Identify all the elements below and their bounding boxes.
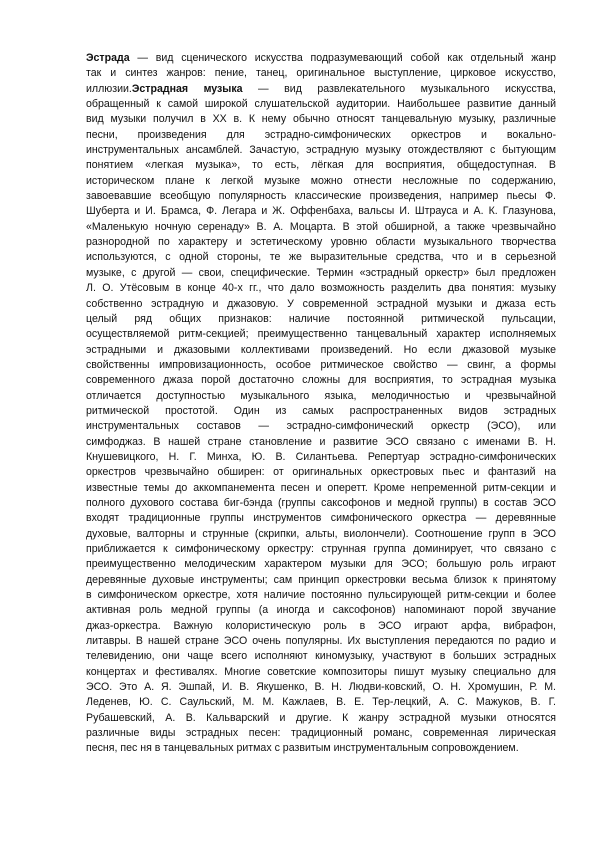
text-run: инструментальных составов — эстрадно-симфонический оркестр (ЭСО), или bbox=[86, 420, 556, 433]
paragraph-line bbox=[86, 358, 556, 373]
text-run: — вид развлекательного музыкального искусства, bbox=[242, 82, 556, 95]
text-run: джаз-оркестра. Важную колористическую роль в ЭСО играют арфа, вибрафон, bbox=[86, 619, 556, 632]
text-run: активная роль медной группы (а иногда и саксофонов) напоминают порой звучание bbox=[86, 604, 556, 617]
paragraph-line bbox=[86, 695, 556, 710]
paragraph-line bbox=[86, 573, 556, 588]
text-run: в симфоническом оркестре, хотя наличие постоянно пульсирующей ритм-секции и более bbox=[86, 589, 556, 602]
text-run: целый ряд общих признаков: наличие постоянной ритмической пульсации, bbox=[86, 312, 556, 325]
paragraph-line bbox=[86, 527, 556, 542]
paragraph-line bbox=[86, 204, 556, 219]
paragraph-line bbox=[86, 327, 556, 342]
text-run: Шуберта и И. Брамса, Ф. Легара и Ж. Оффенбаха, вальсы И. Штрауса и А. К. Глазунова, bbox=[86, 205, 556, 218]
text-run: входят традиционные группы инструментов симфонического оркестра — деревянные bbox=[86, 512, 556, 525]
text-run: современного джаза порой достаточно сложны для восприятия, то эстрадная музыка bbox=[86, 374, 556, 387]
paragraph-line bbox=[86, 220, 556, 235]
paragraph-line bbox=[86, 511, 556, 526]
paragraph-line bbox=[86, 481, 556, 496]
paragraph-line bbox=[86, 496, 556, 511]
paragraph-line bbox=[86, 726, 556, 741]
paragraph-line bbox=[86, 281, 556, 296]
paragraph-line bbox=[86, 665, 556, 680]
document-page bbox=[86, 51, 556, 757]
paragraph-line bbox=[86, 189, 556, 204]
paragraph-line bbox=[86, 634, 556, 649]
paragraph-line bbox=[86, 143, 556, 158]
paragraph-line bbox=[86, 82, 556, 97]
text-run: песни, произведения для эстрадно-симфонических оркестров и вокально- bbox=[86, 128, 556, 141]
text-run: вид музыки получил в XX в. К нему обычно относят танцевальную музыку, различные bbox=[86, 113, 556, 126]
text-run: Кнушевицкого, Н. Г. Минха, Ю. В. Силантьева. Репертуар эстрадно-симфонических bbox=[86, 450, 556, 463]
text-run: Л. О. Утёсовым в конце 40-х гг., что дало возможность разделить два понятия: музыку bbox=[86, 282, 556, 295]
paragraph-line bbox=[86, 603, 556, 618]
text-run: духовые, валторны и струнные (скрипки, альты, виолончели). Соотношение групп в ЭСО bbox=[86, 527, 556, 540]
text-run: собственно эстрадную и джазовую. У современной эстрадной музыки и джаза есть bbox=[86, 297, 556, 310]
paragraph-line bbox=[86, 389, 556, 404]
text-run: песня, пес ня в танцевальных ритмах с развитым инструментальным сопровождением. bbox=[86, 742, 519, 755]
paragraph-line bbox=[86, 619, 556, 634]
text-run: инструментальных ансамблей. Зачастую, эстрадную музыку отождествляют с бытующим bbox=[86, 144, 556, 157]
text-run: иллюзии. bbox=[86, 82, 132, 95]
paragraph-line bbox=[86, 266, 556, 281]
paragraph-line bbox=[86, 158, 556, 173]
paragraph-line bbox=[86, 450, 556, 465]
text-run: деревянные духовые инструменты; сам принцип оркестровки весьма близок к принятому bbox=[86, 573, 556, 586]
text-run: оркестров чрезвычайно обширен: от оригинальных оркестровых пьес и фантазий на bbox=[86, 466, 556, 479]
text-run: осуществляемой ритм-секцией; преимущественно танцевальный характер исполняемых bbox=[86, 328, 556, 341]
text-run: — вид сценического искусства подразумевающий собой как отдельный жанр bbox=[129, 52, 556, 64]
text-run: завоевавшие всеобщую популярность классические произведения, например пьесы Ф. bbox=[86, 190, 556, 203]
paragraph-line bbox=[86, 51, 556, 66]
text-run: телевидению, они чаще всего исполняют киномузыку, участвуют в больших эстрадных bbox=[86, 650, 556, 663]
paragraph-line bbox=[86, 235, 556, 250]
paragraph-line bbox=[86, 557, 556, 572]
paragraph-line bbox=[86, 312, 556, 327]
text-run: используются, с одной стороны, те же выразительные средства, что и в серьезной bbox=[86, 251, 556, 264]
text-run: концертах и фестивалях. Многие советские композиторы пишут музыку специально для bbox=[86, 665, 556, 678]
text-run: преимущественно мелодическим характером музыки для ЭСО; большую роль играют bbox=[86, 558, 556, 571]
text-run: музыке, с другой — свои, специфические. Термин «эстрадный оркестр» был предложен bbox=[86, 266, 556, 279]
text-run: известные темы до аккомпанемента песен и оперетт. Кроме непременной ритм-секции и bbox=[86, 481, 556, 494]
bold-term: Эстрадная музыка bbox=[131, 82, 243, 95]
paragraph-line bbox=[86, 66, 556, 81]
paragraph-line bbox=[86, 435, 556, 450]
text-run: разнородной по характеру и эстетическому уровню области музыкального творчества bbox=[86, 236, 556, 249]
text-run: свойственны импровизационность, особое ритмическое свойство — свинг, а формы bbox=[86, 358, 556, 371]
paragraph-line bbox=[86, 373, 556, 388]
text-run: литавры. В нашей стране ЭСО очень популярны. Их выступления передаются по радио и bbox=[86, 635, 556, 648]
text-run: эстрадными и джазовыми коллективами произведений. Но если джазовой музыке bbox=[86, 343, 556, 356]
text-run: ритмической простотой. Один из самых распространенных видов эстрадных bbox=[86, 404, 556, 417]
text-run: приближается к симфоническому оркестру: струнная группа доминирует, что связано с bbox=[86, 543, 556, 555]
text-run: полного духового состава биг-бэнда (группы саксофонов и медной группы) в состав ЭСО bbox=[86, 496, 556, 509]
paragraph-line bbox=[86, 174, 556, 189]
text-run: обращенный к самой широкой слушательской аудитории. Наибольшее развитие данный bbox=[86, 98, 556, 111]
bold-term: Эстрада bbox=[86, 52, 130, 64]
text-run: ЭСО. Это А. Я. Эшпай, И. В. Якушенко, В. Н. Людви-ковский, О. Н. Хромушин, Р. М. bbox=[86, 681, 556, 694]
paragraph-line bbox=[86, 343, 556, 358]
paragraph-line bbox=[86, 404, 556, 419]
text-run: понятием «легкая музыка», то есть, лёгкая для восприятия, общедоступная. В bbox=[86, 159, 556, 172]
paragraph-line bbox=[86, 588, 556, 603]
paragraph-line bbox=[86, 465, 556, 480]
paragraph-line bbox=[86, 542, 556, 557]
text-run: Леденев, Ю. С. Саульский, М. М. Кажлаев, В. Е. Тер-лецкий, А. С. Мажуков, В. Г. bbox=[86, 696, 556, 709]
paragraph-line bbox=[86, 297, 556, 312]
paragraph-line bbox=[86, 711, 556, 726]
paragraph-line bbox=[86, 97, 556, 112]
paragraph-line bbox=[86, 649, 556, 664]
paragraph-line bbox=[86, 741, 556, 756]
paragraph-line bbox=[86, 128, 556, 143]
paragraph-line bbox=[86, 250, 556, 265]
text-run: различные виды эстрадных песен: традиционный романс, современная лирическая bbox=[86, 727, 556, 740]
text-run: так и синтез жанров: пение, танец, оригинальное выступление, цирковое искусство, bbox=[86, 67, 556, 80]
text-run: симфоджаз. В нашей стране становление и развитие ЭСО связано с именами В. Н. bbox=[86, 435, 556, 448]
paragraph-line bbox=[86, 419, 556, 434]
text-run: историческом плане к легкой музыке можно отнести несложные по содержанию, bbox=[86, 174, 556, 187]
paragraph-line bbox=[86, 112, 556, 127]
text-run: «Маленькую ночную серенаду» В. А. Моцарта. В этой обширной, а также чрезвычайно bbox=[86, 220, 556, 233]
text-run: Рубашевский, А. В. Кальварский и другие. К жанру эстрадной музыки относятся bbox=[86, 711, 556, 724]
text-run: отличается доступностью музыкального языка, мелодичностью и чрезвычайной bbox=[86, 389, 556, 402]
paragraph-line bbox=[86, 680, 556, 695]
